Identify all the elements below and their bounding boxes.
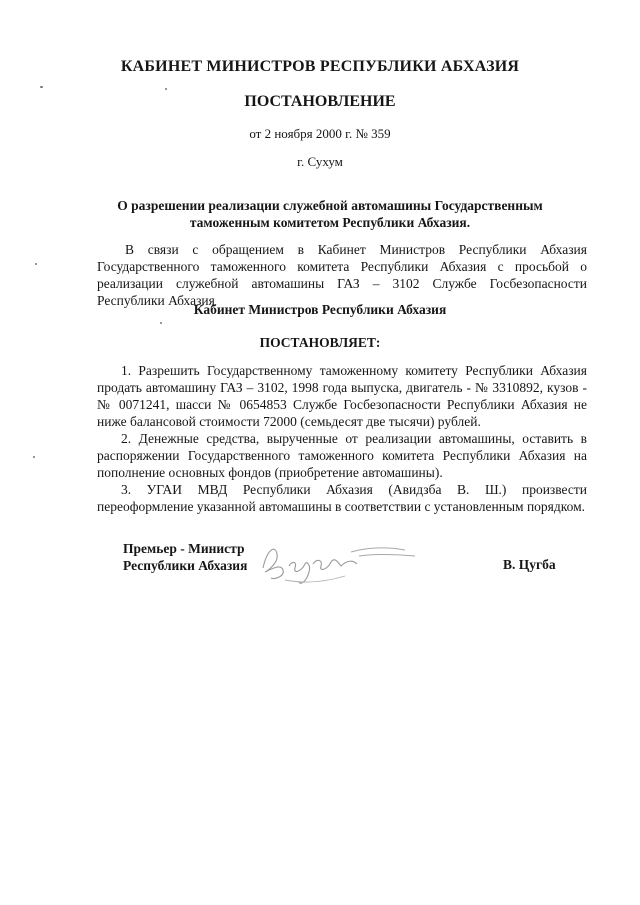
subject-line-2: таможенным комитетом Республики Абхазия.: [189, 215, 471, 230]
signatory-name: В. Цугба: [503, 557, 556, 572]
cabinet-line: Кабинет Министров Республики Абхазия: [193, 302, 447, 317]
document-place: г. Сухум: [297, 154, 343, 169]
document-type: ПОСТАНОВЛЕНИЕ: [244, 93, 396, 110]
decree-word: ПОСТАНОВЛЯЕТ:: [259, 335, 381, 350]
document-date: от 2 ноября 2000 г. № 359: [249, 126, 391, 141]
scan-speck: [40, 86, 43, 88]
decree-item: 3. УГАИ МВД Республики Абхазия (Авидзба В. Ш.) произвести переоформление указанной автомашины в соответствии с установленным порядком.: [97, 482, 587, 514]
scan-speck: [160, 322, 162, 324]
position-line-1: Премьер - Министр: [123, 541, 245, 556]
scan-speck: [165, 88, 167, 90]
handwritten-signature: [255, 530, 425, 590]
intro-paragraph: В связи с обращением в Кабинет Министров Республики Абхазия Государственного таможенного комитета Республики Абхазия с просьбой о реализации служебной автомашины ГАЗ – 3102 Службе Госбезопасности Республики Абхазия: [97, 242, 587, 308]
position-line-2: Республики Абхазия: [123, 558, 248, 573]
signatory-position: [123, 540, 247, 574]
decree-items: [97, 362, 587, 515]
document-subject: [110, 197, 550, 231]
organization-title: КАБИНЕТ МИНИСТРОВ РЕСПУБЛИКИ АБХАЗИЯ: [120, 58, 520, 75]
subject-line-1: О разрешении реализации служебной автомашины Государственным: [117, 198, 543, 213]
decree-item: 2. Денежные средства, вырученные от реализации автомашины, оставить в распоряжении Государственного таможенного комитета Республики Абхазия на пополнение основных фондов (приобретение автомашины).: [97, 431, 587, 480]
decree-item: 1. Разрешить Государственному таможенному комитету Республики Абхазия продать автомашину ГАЗ – 3102, 1998 года выпуска, двигатель - № 3310892, кузов - № 0071241, шасси № 0654853 Службе Госбезопасности Республики Абхазия не ниже балансовой стоимости 72000 (семьдесят две тысячи) рублей.: [97, 363, 587, 429]
scan-speck: [35, 263, 37, 265]
scan-speck: [33, 456, 35, 458]
